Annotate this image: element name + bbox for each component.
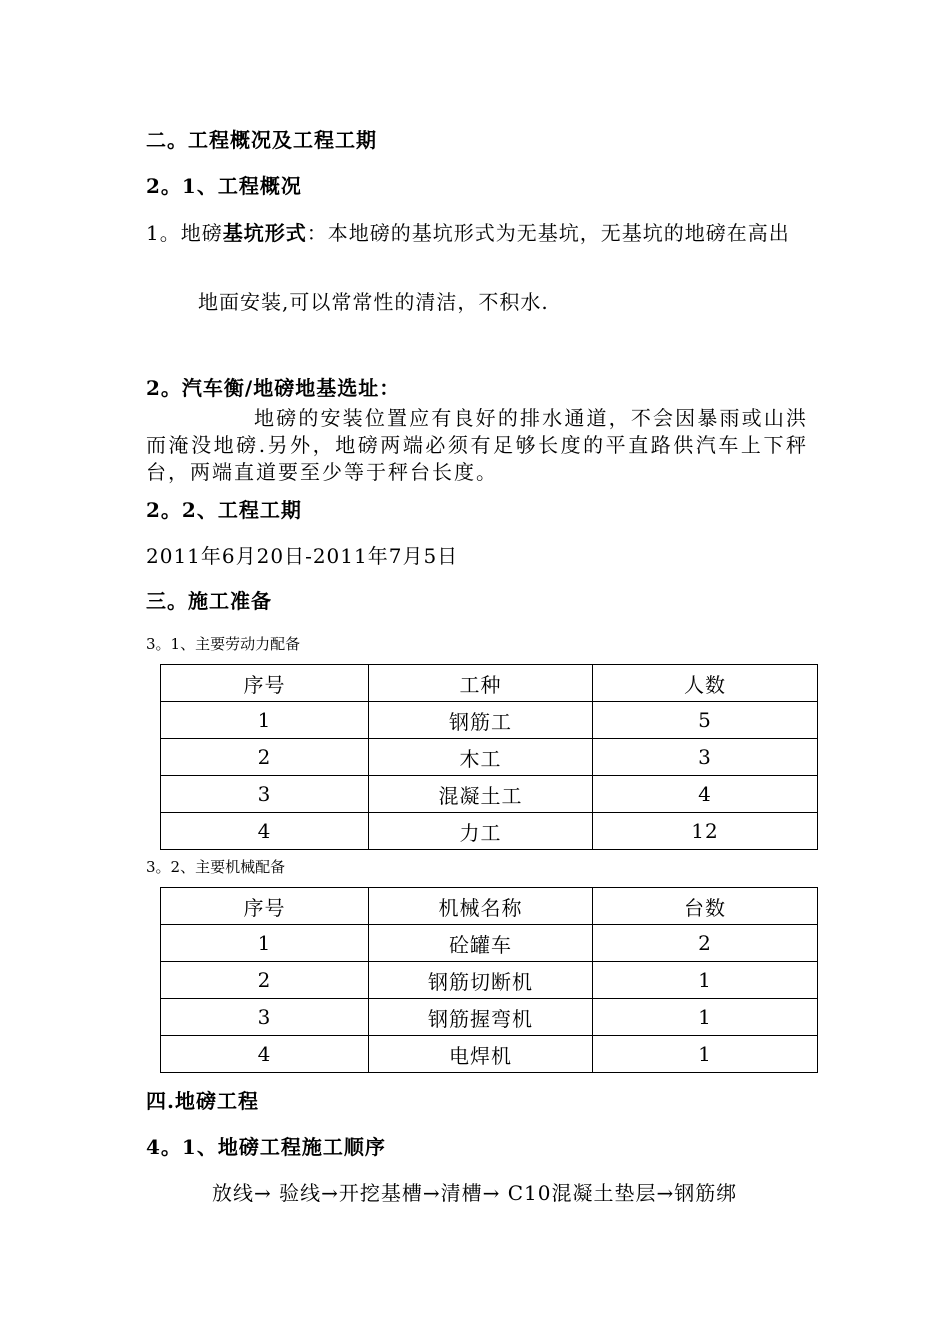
table-cell: 1 xyxy=(161,702,369,739)
table-row xyxy=(161,999,818,1036)
table-cell: 钢筋握弯机 xyxy=(369,999,593,1036)
item-1-prefix: 1。地磅 xyxy=(146,221,223,245)
section-3-title: 三。施工准备 xyxy=(146,589,272,613)
table-row xyxy=(161,813,818,850)
machine-table xyxy=(160,887,818,1073)
header-cell: 人数 xyxy=(593,665,818,702)
table-cell: 钢筋切断机 xyxy=(369,962,593,999)
item-1-bold-term: 基坑形式 xyxy=(222,221,307,245)
section-4-title: 四.地磅工程 xyxy=(146,1089,259,1113)
table-cell: 3 xyxy=(161,999,369,1036)
header-cell: 机械名称 xyxy=(369,888,593,925)
item-1-line xyxy=(146,217,790,246)
section-2-1-heading: 2。1、工程概况 xyxy=(146,174,302,198)
table-cell: 1 xyxy=(593,1036,818,1073)
table-cell: 2 xyxy=(161,962,369,999)
header-cell: 台数 xyxy=(593,888,818,925)
table-cell: 3 xyxy=(593,739,818,776)
table-row xyxy=(161,925,818,962)
table-row xyxy=(161,1036,818,1073)
table-cell: 3 xyxy=(161,776,369,813)
table-row xyxy=(161,702,818,739)
table-row xyxy=(161,739,818,776)
item-1-continuation: 地面安装,可以常常性的清洁，不积水. xyxy=(198,290,549,314)
header-cell: 工种 xyxy=(369,665,593,702)
table-cell: 钢筋工 xyxy=(369,702,593,739)
section-4-1-heading: 4。1、地磅工程施工顺序 xyxy=(146,1135,386,1159)
labor-table xyxy=(160,664,818,850)
section-2-title: 二。工程概况及工程工期 xyxy=(146,128,377,152)
item-1-rest: ：本地磅的基坑形式为无基坑，无基坑的地磅在高出 xyxy=(306,221,790,245)
section-2-2-heading: 2。2、工程工期 xyxy=(146,498,302,522)
header-cell: 序号 xyxy=(161,888,369,925)
table-cell: 力工 xyxy=(369,813,593,850)
construction-sequence: 放线→ 验线→开挖基槽→清槽→ C10混凝土垫层→钢筋绑 xyxy=(212,1181,738,1205)
table-cell: 混凝土工 xyxy=(369,776,593,813)
table-cell: 木工 xyxy=(369,739,593,776)
machine-caption: 3。2、主要机械配备 xyxy=(146,858,286,876)
table-cell: 1 xyxy=(593,999,818,1036)
header-cell: 序号 xyxy=(161,665,369,702)
table-cell: 5 xyxy=(593,702,818,739)
table-header-row xyxy=(161,665,818,702)
item-2-paragraph: 地磅的安装位置应有良好的排水通道，不会因暴雨或山洪而淹没地磅.另外，地磅两端必须有足够长度的平直路供汽车上下秤台，两端直道要至少等于秤台长度。 xyxy=(146,406,808,484)
labor-caption: 3。1、主要劳动力配备 xyxy=(146,635,301,653)
table-row xyxy=(161,776,818,813)
table-cell: 4 xyxy=(593,776,818,813)
table-cell: 砼罐车 xyxy=(369,925,593,962)
table-cell: 12 xyxy=(593,813,818,850)
item-2-title: 2。汽车衡/地磅地基选址： xyxy=(146,376,401,400)
table-cell: 4 xyxy=(161,1036,369,1073)
table-cell: 电焊机 xyxy=(369,1036,593,1073)
table-cell: 1 xyxy=(161,925,369,962)
table-cell: 2 xyxy=(593,925,818,962)
table-cell: 1 xyxy=(593,962,818,999)
table-row xyxy=(161,962,818,999)
table-header-row xyxy=(161,888,818,925)
project-period: 2011年6月20日-2011年7月5日 xyxy=(146,544,459,568)
table-cell: 4 xyxy=(161,813,369,850)
table-cell: 2 xyxy=(161,739,369,776)
